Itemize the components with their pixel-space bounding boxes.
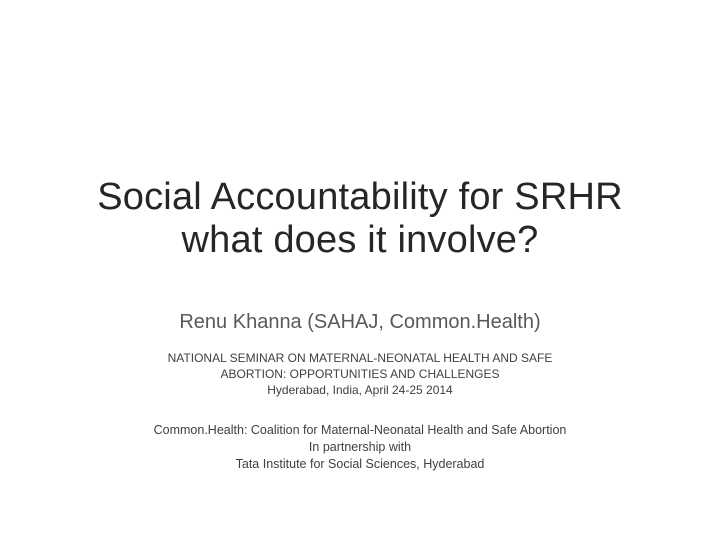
coalition-line-3: Tata Institute for Social Sciences, Hyderabad: [235, 457, 485, 471]
slide-title: [40, 176, 680, 262]
coalition-line-2: In partnership with: [308, 440, 412, 454]
seminar-line-3: Hyderabad, India, April 24-25 2014: [267, 383, 453, 397]
coalition-info: [60, 422, 660, 473]
coalition-line-1: Common.Health: Coalition for Maternal-Neonatal Health and Safe Abortion: [153, 423, 567, 437]
seminar-info: [60, 350, 660, 398]
slide-title-line-2: what does it involve?: [181, 219, 539, 261]
slide-title-line-1: Social Accountability for SRHR: [97, 176, 623, 218]
slide-author: Renu Khanna (SAHAJ, Common.Health): [179, 311, 541, 333]
seminar-line-2: ABORTION: OPPORTUNITIES AND CHALLENGES: [220, 367, 500, 381]
seminar-line-1: NATIONAL SEMINAR ON MATERNAL-NEONATAL HEALTH AND SAFE: [167, 351, 553, 365]
